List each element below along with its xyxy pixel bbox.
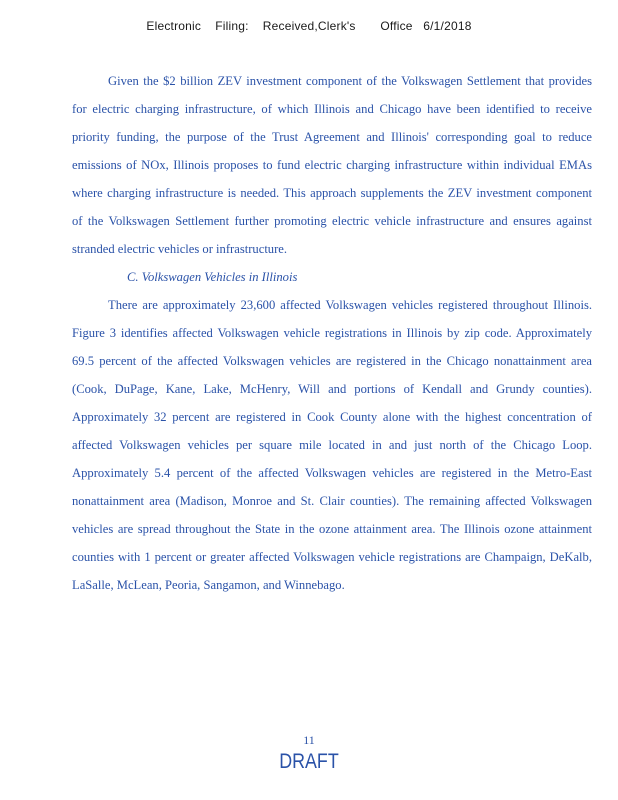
draft-watermark: DRAFT bbox=[279, 750, 339, 773]
paragraph-zev-investment: Given the $2 billion ZEV investment component of the Volkswagen Settlement that provides for electric charging infrastructure, of which Illinois and Chicago have been identified to receive priority funding, the purpose of the Trust Agreement and Illinois' corresponding goal to reduce emissions of NOx, Illinois proposes to fund electric charging infrastructure within individual EMAs where charging infrastructure is needed. This approach supplements the ZEV investment component of the Volkswagen Settlement further promoting electric vehicle infrastructure and ensures against stranded electric vehicles or infrastructure. bbox=[72, 74, 592, 256]
page-number: 11 bbox=[303, 733, 315, 747]
document-body bbox=[72, 67, 592, 599]
section-heading: C. Volkswagen Vehicles in Illinois bbox=[127, 270, 298, 284]
filing-stamp: Electronic Filing: Received,Clerk's Office 6/1/2018 bbox=[146, 19, 472, 33]
paragraph-vehicle-registrations: There are approximately 23,600 affected Volkswagen vehicles registered throughout Illinois. Figure 3 identifies affected Volkswagen vehicle registrations in Illinois by zip code. Approximately 69.5 percent of the affected Volkswagen vehicles are registered in the Chicago nonattainment area (Cook, DuPage, Kane, Lake, McHenry, Will and portions of Kendall and Grundy counties). Approximately 32 percent are registered in Cook County alone with the highest concentration of affected Volkswagen vehicles per square mile located in and just north of the Chicago Loop. Approximately 5.4 percent of the affected Volkswagen vehicles are registered in the Metro-East nonattainment area (Madison, Monroe and St. Clair counties). The remaining affected Volkswagen vehicles are spread throughout the State in the ozone attainment area. The Illinois ozone attainment counties with 1 percent or greater affected Volkswagen vehicle registrations are Champaign, DeKalb, LaSalle, McLean, Peoria, Sangamon, and Winnebago. bbox=[72, 298, 592, 592]
